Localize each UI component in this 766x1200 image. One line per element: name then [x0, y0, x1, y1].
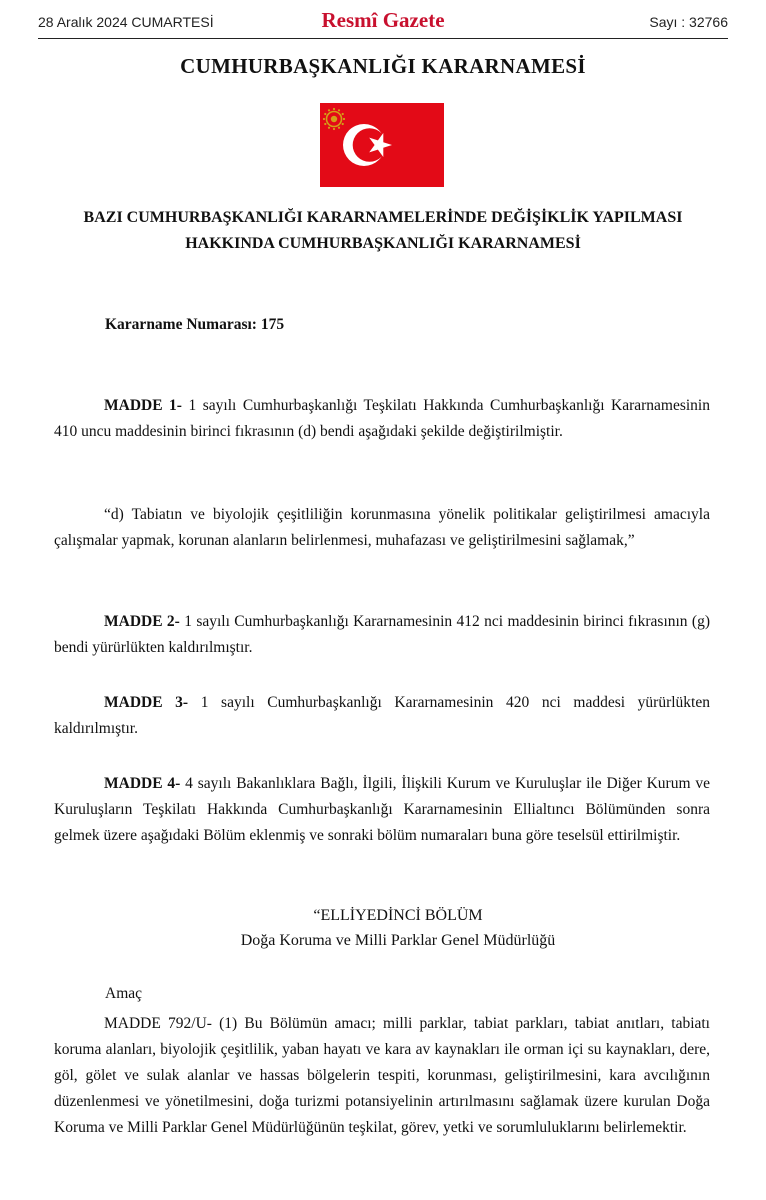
decree-subtitle-line-2: HAKKINDA CUMHURBAŞKANLIĞI KARARNAMESİ: [185, 235, 581, 252]
decree-subtitle-line-1: BAZI CUMHURBAŞKANLIĞI KARARNAMELERİNDE DEĞİŞİKLİK YAPILMASI: [83, 209, 683, 226]
article-2-label: MADDE 2-: [104, 613, 180, 630]
gazette-header: [38, 8, 728, 39]
purpose-heading: Amaç: [105, 985, 143, 1002]
article-4: [54, 771, 710, 849]
gazette-title: Resmî Gazete: [321, 8, 445, 32]
article-2-text: 1 sayılı Cumhurbaşkanlığı Kararnamesinin 412 nci maddesinin birinci fıkrasının (g) bendi yürürlükten kaldırılmıştır.: [54, 613, 710, 656]
document-type-heading: CUMHURBAŞKANLIĞI KARARNAMESİ: [180, 54, 586, 78]
gazette-date: 28 Aralık 2024 CUMARTESİ: [38, 14, 214, 30]
section-name: Doğa Koruma ve Milli Parklar Genel Müdürlüğü: [240, 932, 556, 949]
decree-number: Kararname Numarası: 175: [105, 316, 285, 333]
turkish-flag-icon: [320, 103, 444, 187]
article-1-amended-clause: [54, 502, 710, 554]
decree-subtitle: [40, 205, 726, 257]
section-number-title: “ELLİYEDİNCİ BÖLÜM: [313, 907, 483, 924]
gazette-issue-number: Sayı : 32766: [649, 14, 728, 30]
article-792-u-text: MADDE 792/U- (1) Bu Bölümün amacı; milli parklar, tabiat parkları, tabiat anıtları, tabiatı koruma alanları, biyolojik çeşitlilik, yaban hayatı ve kara av kaynakları ile orman içi su kaynakları, dere, göl, gölet ve sulak alanlar ve hassas bölgelerin tespiti, korunması, geliştirilmesini, kara avcılığının düzenlenmesi ve yönetilmesini, doğa turizmi potansiyelinin artırılmasını sağlamak üzere kurulan Doğa Koruma ve Milli Parklar Genel Müdürlüğünün teşkilat, görev, yetki ve sorumluluklarını belirlemektir.: [54, 1015, 710, 1136]
article-1: [54, 393, 710, 445]
article-2: [54, 609, 710, 661]
new-section-heading: [0, 903, 766, 953]
article-1-label: MADDE 1-: [104, 397, 182, 414]
article-792-u: [54, 1011, 710, 1141]
article-1-text: 1 sayılı Cumhurbaşkanlığı Teşkilatı Hakkında Cumhurbaşkanlığı Kararnamesinin 410 uncu maddesinin birinci fıkrasının (d) bendi aşağıdaki şekilde değiştirilmiştir.: [54, 397, 710, 440]
article-4-text: 4 sayılı Bakanlıklara Bağlı, İlgili, İlişkili Kurum ve Kuruluşlar ile Diğer Kurum ve Kuruluşların Teşkilatı Hakkında Cumhurbaşkanlığı Kararnamesinin Ellialtıncı Bölümünden sonra gelmek üzere aşağıdaki Bölüm eklenmiş ve sonraki bölüm numaraları buna göre teselsül ettirilmiştir.: [54, 775, 710, 844]
article-4-label: MADDE 4-: [104, 775, 181, 792]
amended-clause-text: “d) Tabiatın ve biyolojik çeşitliliğin korunmasına yönelik politikalar geliştirilmesi amacıyla çalışmalar yapmak, korunan alanların belirlenmesi, muhafazası ve geliştirilmesini sağlamak,”: [54, 506, 710, 549]
article-3-text: 1 sayılı Cumhurbaşkanlığı Kararnamesinin 420 nci maddesi yürürlükten kaldırılmıştır.: [54, 694, 710, 737]
article-3: [54, 690, 710, 742]
article-3-label: MADDE 3-: [104, 694, 189, 711]
